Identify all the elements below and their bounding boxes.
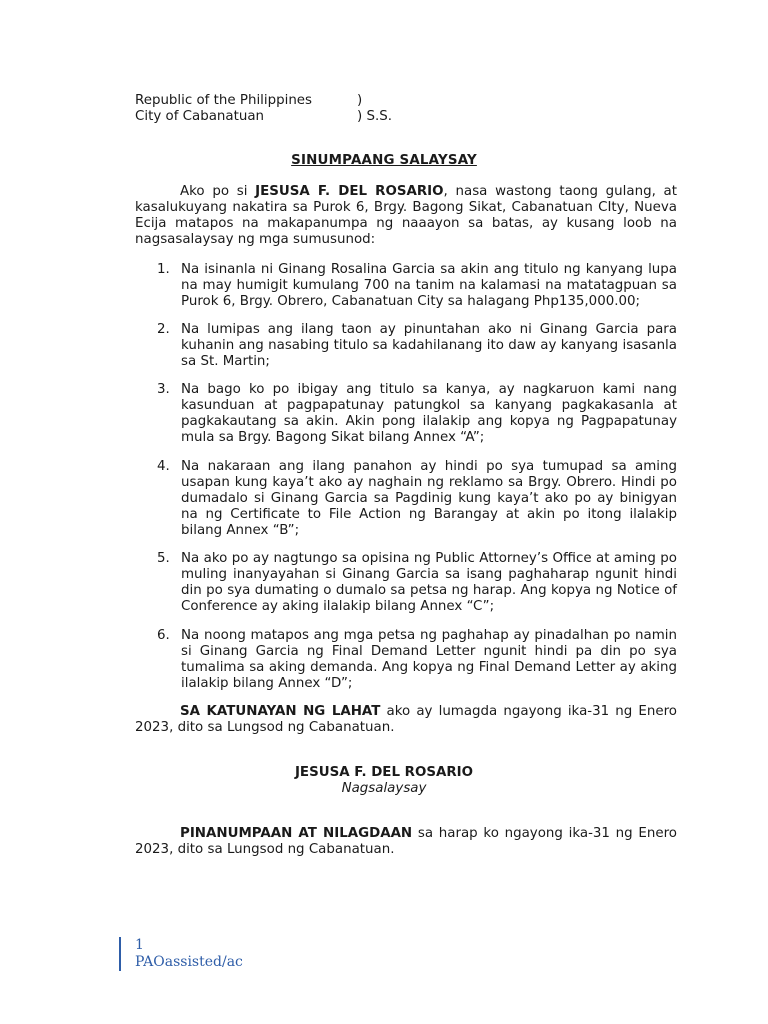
page-number: 1 bbox=[135, 937, 144, 953]
intro-paragraph bbox=[135, 184, 677, 248]
list-item bbox=[157, 551, 677, 615]
list-item-text: Na nakaraan ang ilang panahon ay hindi po sya tumupad sa aming usapan kung kaya’t ako ay naghain ng reklamo sa Brgy. Obrero. Hindi po dumadalo si Ginang Garcia sa Pagdinig kung kaya’t ako po ay binigyan na ng Certificate to File Action ng Barangay at akin po itong ilalakip bilang Annex “B”; bbox=[181, 459, 677, 539]
document-title: SINUMPAANG SALAYSAY bbox=[291, 153, 477, 168]
list-item-number: 2. bbox=[157, 322, 170, 337]
venue-caption bbox=[135, 93, 392, 125]
list-item bbox=[157, 382, 677, 446]
city-bracket: ) S.S. bbox=[357, 109, 392, 124]
intro-post: , nasa wastong taong gulang, at kasalukuyang nakatira sa Purok 6, Brgy. Bagong Sikat, Cabanatuan CIty, Nueva Ecija matapos na makapanumpa ng naaayon sa batas, ay kusang loob na nagsasalaysay ng mga sumusunod: bbox=[135, 184, 677, 248]
signature-block bbox=[0, 765, 768, 797]
list-item bbox=[157, 322, 677, 370]
list-item-text: Na lumipas ang ilang taon ay pinuntahan ako ni Ginang Garcia para kuhanin ang nasabing titulo sa kadahilanang ito daw ay kanyang isasanla sa St. Martin; bbox=[181, 322, 677, 370]
country-bracket: ) bbox=[357, 93, 363, 108]
venue-line-city bbox=[135, 109, 392, 125]
jurat-paragraph bbox=[135, 826, 677, 858]
jurat-text: sa harap ko ngayong ika-31 ng Enero 2023, dito sa Lungsod ng Cabanatuan. bbox=[135, 826, 677, 858]
signatory-role: Nagsalaysay bbox=[341, 781, 427, 796]
list-item-text: Na noong matapos ang mga petsa ng paghahap ay pinadalhan po namin si Ginang Garcia ng Final Demand Letter ngunit hindi pa din po sya tumalima sa aking demanda. Ang kopya ng Final Demand Letter ay aking ilalakip bilang Annex “D”; bbox=[181, 628, 677, 692]
country-label: Republic of the Philippines bbox=[135, 93, 313, 108]
affiant-name: JESUSA F. DEL ROSARIO bbox=[255, 184, 444, 199]
list-item-text: Na isinanla ni Ginang Rosalina Garcia sa akin ang titulo ng kanyang lupa na may humigit kumulang 700 na tanim na kalamasi na matatagpuan sa Purok 6, Brgy. Obrero, Cabanatuan City sa halagang Php135,000.00; bbox=[181, 262, 677, 310]
closing-text: ako ay lumagda ngayong ika-31 ng Enero 2023, dito sa Lungsod ng Cabanatuan. bbox=[135, 704, 677, 736]
signatory-name: JESUSA F. DEL ROSARIO bbox=[294, 765, 474, 780]
intro-pre: Ako po si bbox=[180, 184, 256, 199]
list-item-text: Na bago ko po ibigay ang titulo sa kanya, ay nagkaruon kami nang kasunduan at pagpapatunay patungkol sa kanyang pagkakasanla at pagkakautang sa akin. Akin pong ilalakip ang kopya ng Pagpapatunay mula sa Brgy. Bagong Sikat bilang Annex “A”; bbox=[181, 382, 677, 446]
list-item-number: 4. bbox=[157, 459, 170, 474]
list-item-number: 1. bbox=[157, 262, 170, 277]
closing-paragraph bbox=[135, 704, 677, 736]
list-item bbox=[157, 459, 677, 539]
venue-line-country bbox=[135, 93, 392, 109]
list-item-number: 6. bbox=[157, 628, 170, 643]
footer-tag: PAOassisted/ac bbox=[135, 954, 243, 970]
list-item bbox=[157, 628, 677, 692]
closing-bold: SA KATUNAYAN NG LAHAT bbox=[180, 704, 381, 719]
city-label: City of Cabanatuan bbox=[135, 109, 265, 124]
jurat-bold: PINANUMPAAN AT NILAGDAAN bbox=[180, 826, 413, 841]
page-footer bbox=[119, 937, 243, 971]
list-item-text: Na ako po ay nagtungo sa opisina ng Public Attorney’s Office at aming po muling inanyayahan si Ginang Garcia sa isang paghaharap ngunit hindi din po sya dumating o dumalo sa petsa ng harap. Ang kopya ng Notice of Conference ay aking ilalakip bilang Annex “C”; bbox=[181, 551, 677, 615]
list-item-number: 3. bbox=[157, 382, 170, 397]
list-item bbox=[157, 262, 677, 310]
list-item-number: 5. bbox=[157, 551, 170, 566]
